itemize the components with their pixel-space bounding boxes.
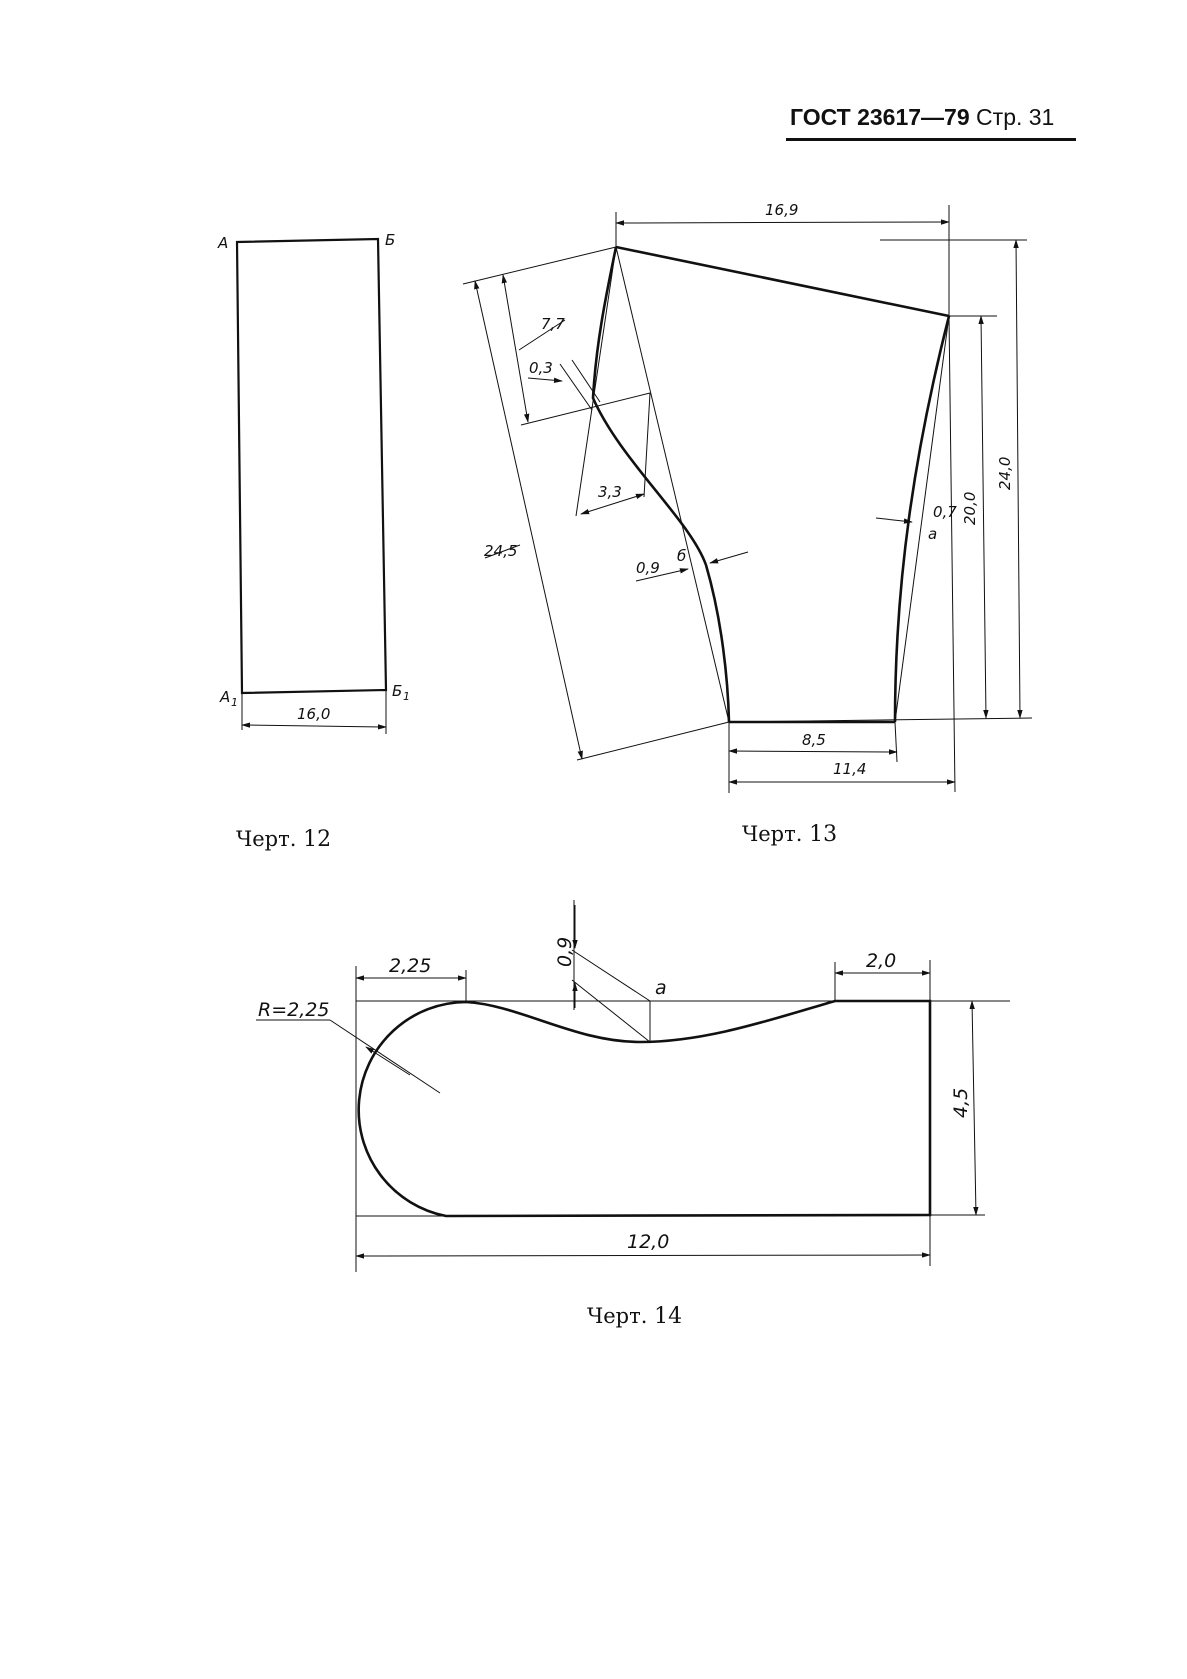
fig13-dim-top-line — [616, 222, 949, 223]
fig13-dim-inner-33: 3,3 — [598, 483, 622, 501]
fig13-caption-word: Черт. — [742, 822, 803, 846]
page-number: 31 — [1028, 104, 1055, 130]
fig13-arrow-07 — [876, 518, 912, 522]
fig13-point-a: а — [928, 525, 938, 543]
fig13-dim-114: 11,4 — [833, 760, 867, 778]
fig14-drawing — [256, 900, 1010, 1272]
fig14-dim-2-0: 2,0 — [866, 950, 897, 972]
fig14-dim-12-0: 12,0 — [627, 1231, 670, 1253]
fig13-dim-top: 16,9 — [765, 201, 799, 219]
fig13-caption — [742, 822, 837, 847]
fig13-ext-bottom-mid — [895, 722, 897, 762]
fig13-offset03-tick-a — [560, 364, 592, 410]
fig13-caption-number: 13 — [809, 822, 838, 847]
fig12-label-a1: А — [220, 688, 231, 706]
fig14-construct-diag-a — [572, 950, 650, 1001]
fig13-construct-diag — [616, 247, 729, 722]
fig12-caption-word: Черт. — [236, 827, 297, 851]
fig13-dim-slant-long: 24,5 — [484, 542, 518, 560]
fig13-top-edge — [616, 247, 949, 316]
page-label: Стр. — [976, 104, 1023, 130]
fig13-dim-85-line — [729, 751, 897, 752]
fig13-arrow-09-b — [710, 552, 748, 563]
fig13-arrow-03 — [528, 378, 562, 381]
fig12-rectangle — [237, 239, 386, 693]
fig14-dim-0-9: 0,9 — [554, 936, 576, 967]
fig13-dim-slant-short: 7,7 — [541, 315, 565, 333]
fig12-width-dim: 16,0 — [297, 705, 331, 723]
fig13-ext-top-left — [463, 247, 616, 284]
fig13-dim-offset-03: 0,3 — [529, 359, 553, 377]
fig13-dim-85: 8,5 — [802, 731, 826, 749]
fig14-caption-number: 14 — [654, 1304, 683, 1329]
fig13-construct-cross — [521, 393, 650, 425]
fig14-caption-word: Черт. — [587, 1304, 648, 1328]
fig14-dim-2-25: 2,25 — [389, 955, 432, 977]
fig14-dim-radius: R=2,25 — [258, 999, 330, 1021]
fig12-label-a1-sub: 1 — [231, 696, 238, 709]
fig13-dim-total-height: 24,0 — [996, 456, 1014, 490]
fig13-dim-right-height: 20,0 — [961, 491, 979, 525]
fig13-construct-left — [576, 247, 616, 516]
fig14-dim-4-5: 4,5 — [950, 1087, 972, 1118]
fig13-dim-offset-09: 0,9 — [636, 559, 660, 577]
fig13-ext-right-vertical — [949, 316, 955, 792]
fig12-caption-number: 12 — [303, 827, 332, 852]
fig14-radius-arrow — [366, 1047, 410, 1075]
fig13-dim-total-height-line — [1016, 240, 1020, 718]
fig14-caption — [587, 1304, 682, 1329]
fig13-dim-slant-short-line — [503, 275, 528, 422]
fig13-dim-offset-07: 0,7 — [933, 503, 957, 521]
fig14-point-a: а — [655, 977, 667, 999]
fig14-radius-leader — [330, 1020, 440, 1093]
fig12-width-dim-line — [242, 725, 386, 727]
fig12-label-b1: Б — [392, 682, 403, 700]
fig14-dim-12-0-line — [356, 1255, 930, 1256]
fig12-label-b1-sub: 1 — [403, 690, 410, 703]
fig13-dim-slant-long-line — [475, 281, 582, 759]
fig13-ext-bottom-slant — [577, 722, 729, 760]
fig12-label-a: А — [218, 234, 229, 252]
fig12-drawing — [217, 231, 410, 734]
standard-code: ГОСТ 23617—79 — [790, 104, 970, 130]
fig13-drawing — [463, 201, 1032, 793]
fig13-point-b: б — [677, 547, 687, 565]
fig14-dim-4-5-line — [972, 1001, 976, 1215]
fig13-dim-right-height-line — [981, 316, 986, 718]
fig14-outline — [359, 1001, 930, 1216]
fig12-label-b: Б — [385, 231, 396, 249]
fig12-caption — [236, 827, 331, 852]
